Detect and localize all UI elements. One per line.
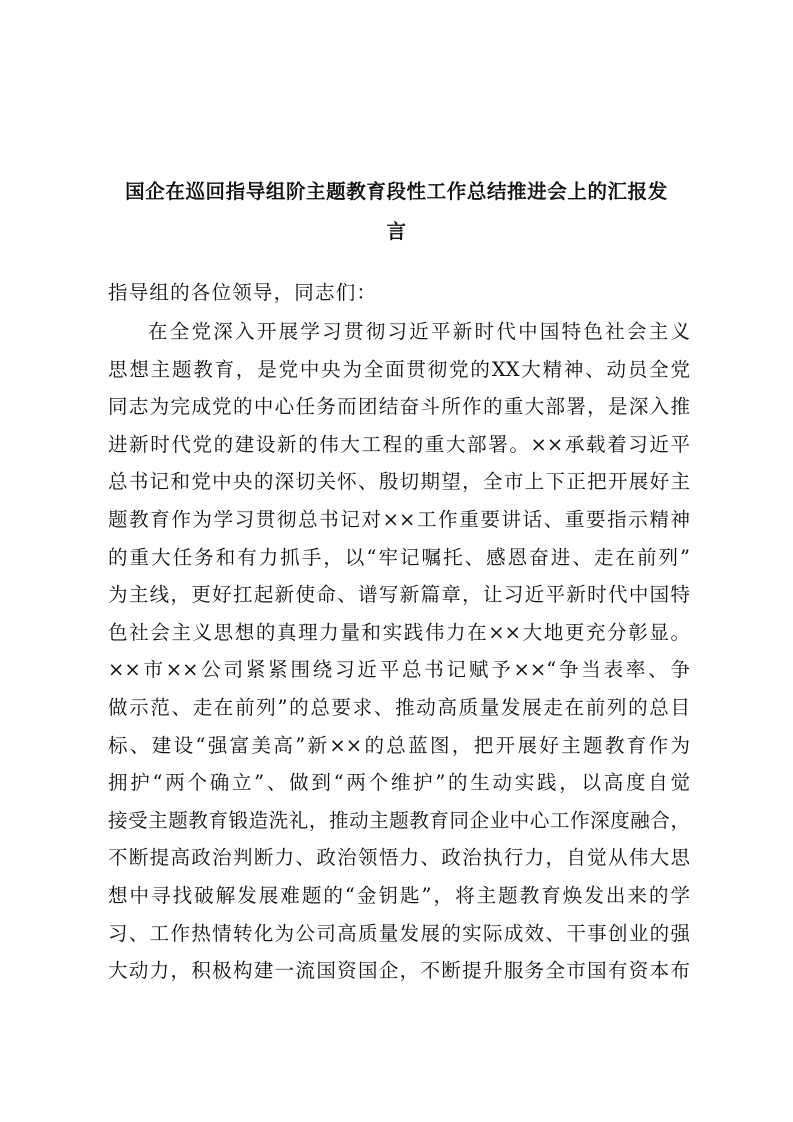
body-paragraph <box>108 313 690 990</box>
body-line: 的重大任务和有力抓手，以“牢记嘱托、感恩奋进、走在前列” <box>108 545 690 569</box>
salutation: 指导组的各位领导，同志们： <box>108 281 378 304</box>
body-line: 色社会主义思想的真理力量和实践伟力在××大地更充分彰显。 <box>108 620 690 644</box>
body-line: 标、建设“强富美高”新××的总蓝图，把开展好主题教育作为 <box>108 733 690 757</box>
body-line: 不断提高政治判断力、政治领悟力、政治执行力，自觉从伟大思 <box>108 846 690 870</box>
body-line: 进新时代党的建设新的伟大工程的重大部署。××承载着习近平 <box>108 432 690 456</box>
body-line: ××市××公司紧紧围绕习近平总书记赋予××“争当表率、争 <box>108 658 690 682</box>
title-line-2: 言 <box>386 220 407 243</box>
body-line: 做示范、走在前列”的总要求、推动高质量发展走在前列的总目 <box>108 695 690 719</box>
body-line: 总书记和党中央的深切关怀、殷切期望，全市上下正把开展好主 <box>108 470 690 494</box>
body-line: 接受主题教育锻造洗礼，推动主题教育同企业中心工作深度融合， <box>108 808 690 832</box>
document-title <box>100 172 693 252</box>
body-line: 拥护“两个确立”、做到“两个维护”的生动实践，以高度自觉 <box>108 771 690 795</box>
body-line: 习、工作热情转化为公司高质量发展的实际成效、干事创业的强 <box>108 921 690 945</box>
body-line: 在全党深入开展学习贯彻习近平新时代中国特色社会主义 <box>148 320 690 343</box>
body-line: 思想主题教育，是党中央为全面贯彻党的XX大精神、动员全党 <box>108 357 690 381</box>
body-line: 想中寻找破解发展难题的“金钥匙”，将主题教育焕发出来的学 <box>108 883 690 907</box>
body-line: 大动力，积极构建一流国资国企，不断提升服务全市国有资本布 <box>108 959 690 983</box>
title-line-1: 国企在巡回指导组阶主题教育段性工作总结推进会上的汇报发 <box>125 180 668 203</box>
body-line: 题教育作为学习贯彻总书记对××工作重要讲话、重要指示精神 <box>108 507 690 531</box>
body-line: 为主线，更好扛起新使命、谱写新篇章，让习近平新时代中国特 <box>108 583 690 607</box>
body-line: 同志为完成党的中心任务而团结奋斗所作的重大部署，是深入推 <box>108 395 690 419</box>
